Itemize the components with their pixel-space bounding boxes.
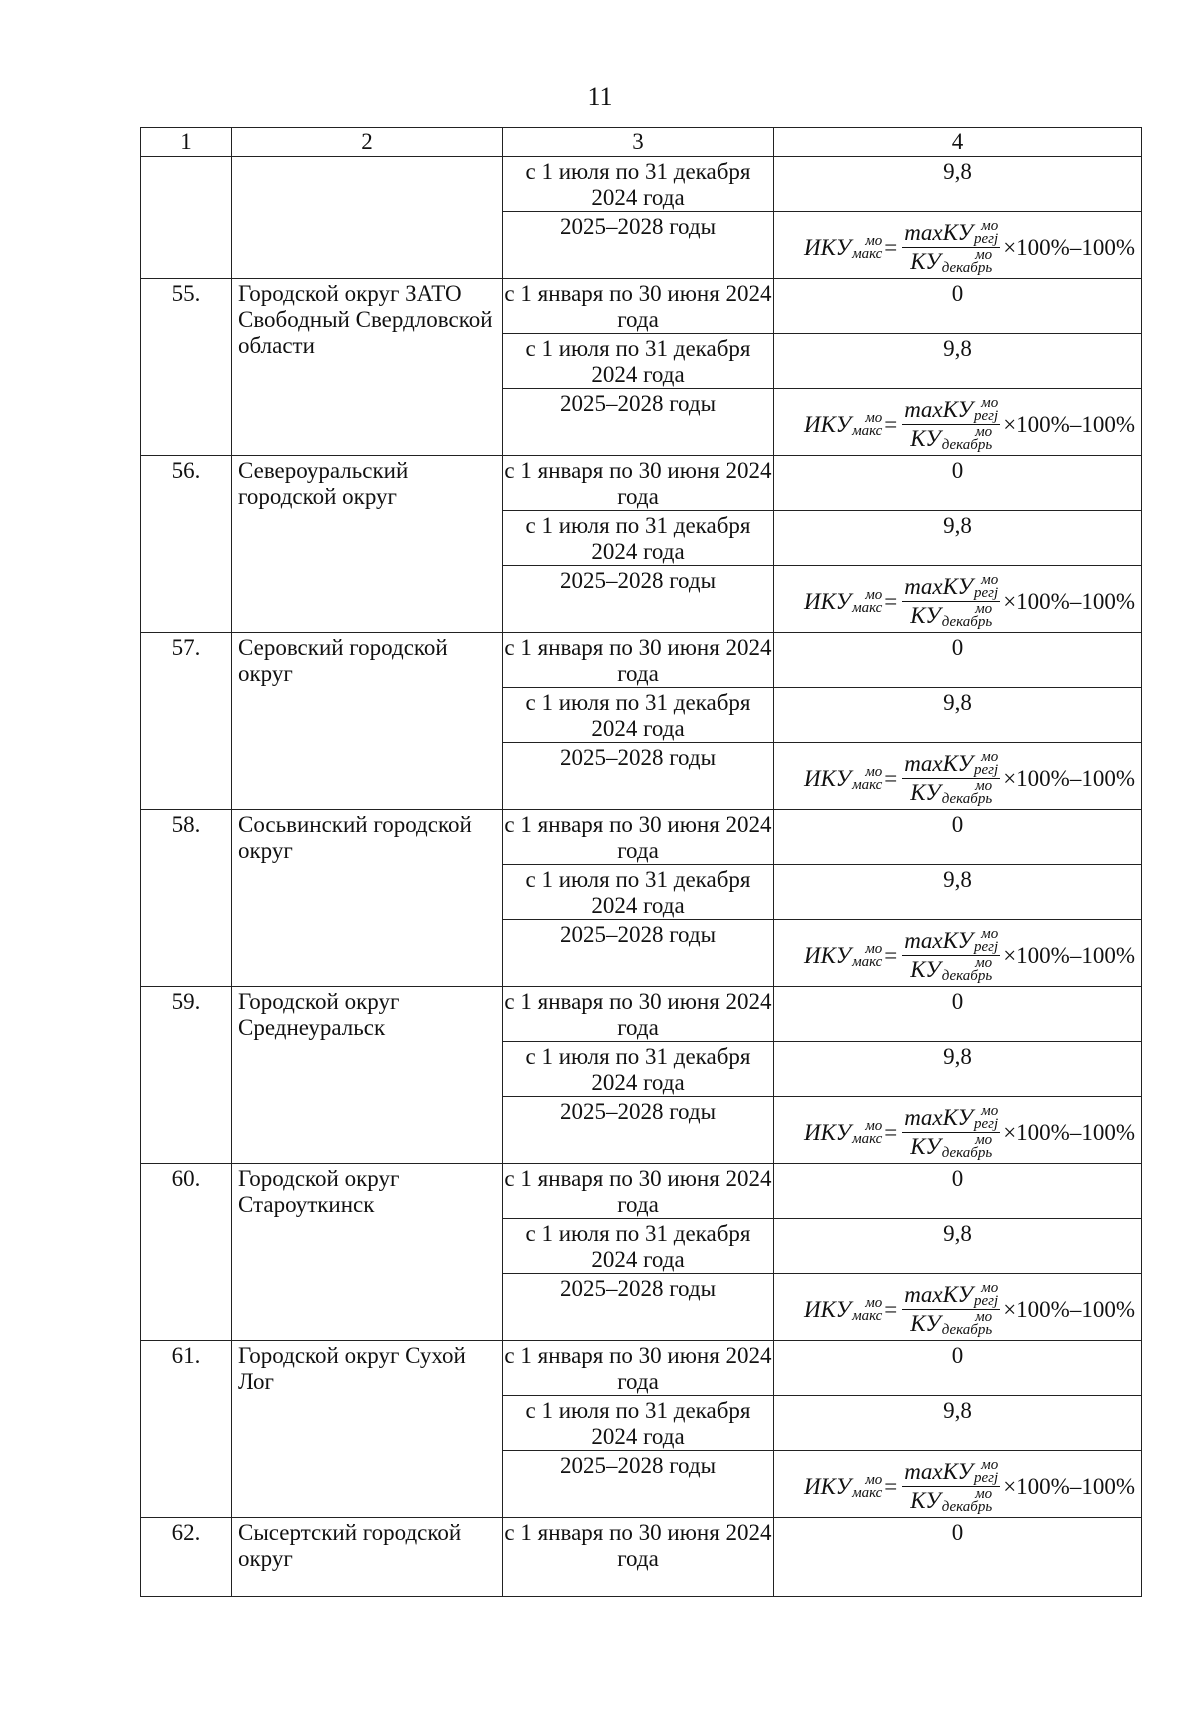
formula-den-sub: декабрь	[941, 260, 993, 276]
value-cell: 0	[774, 810, 1142, 865]
table-row	[141, 279, 1142, 334]
formula-lhs-sup: мо	[865, 763, 883, 780]
formula-denominator	[908, 1487, 994, 1515]
row-number: 57.	[141, 633, 232, 810]
formula-den-sub: декабрь	[941, 1145, 993, 1161]
formula-tail: ×100%–100%	[1003, 234, 1135, 260]
formula-lhs: ИКУ	[804, 1473, 852, 1499]
formula-denominator	[908, 1133, 994, 1161]
value-cell: 9,8	[774, 1219, 1142, 1274]
formula-fraction	[902, 396, 1000, 453]
formula-num-sub: регj	[974, 585, 999, 601]
formula-den-main: КУ	[910, 426, 941, 451]
formula-tail: ×100%–100%	[1003, 765, 1135, 791]
formula-den-main: КУ	[910, 780, 941, 805]
formula-numerator	[902, 1281, 1000, 1310]
formula-cell	[774, 743, 1142, 810]
formula-numerator	[902, 1104, 1000, 1133]
formula-num-main: maxКУ	[904, 397, 974, 422]
formula-denominator	[908, 1310, 994, 1338]
formula-num-indices	[974, 751, 998, 777]
formula-num-main: maxКУ	[904, 1105, 974, 1130]
formula-denominator	[908, 956, 994, 984]
formula-den-indices	[942, 1488, 992, 1514]
period-cell: с 1 июля по 31 декабря 2024 года	[503, 1396, 774, 1451]
row-number: 60.	[141, 1164, 232, 1341]
formula-eq: =	[884, 942, 898, 968]
value-cell: 9,8	[774, 1396, 1142, 1451]
formula-den-sup: мо	[975, 1132, 993, 1148]
formula-lhs-sub: макс	[852, 245, 883, 262]
formula-lhs-indices	[852, 232, 883, 262]
formula-num-sub: регj	[974, 231, 999, 247]
period-cell: 2025–2028 годы	[503, 1451, 774, 1518]
value-cell: 9,8	[774, 511, 1142, 566]
formula-den-sup: мо	[975, 1309, 993, 1325]
period-cell: 2025–2028 годы	[503, 389, 774, 456]
formula-den-sup: мо	[975, 778, 993, 794]
formula-num-indices	[974, 574, 998, 600]
value-cell: 9,8	[774, 157, 1142, 212]
municipality-name: Серовский городской округ	[232, 633, 503, 810]
value-cell: 0	[774, 633, 1142, 688]
formula-num-sub: регj	[974, 762, 999, 778]
municipality-name: Городской округ Среднеуральск	[232, 987, 503, 1164]
formula-num-indices	[974, 1282, 998, 1308]
formula-num-sup: мо	[981, 1457, 999, 1473]
formula-lhs-sub: макс	[852, 1307, 883, 1324]
formula-den-sub: декабрь	[941, 1499, 993, 1515]
period-cell: 2025–2028 годы	[503, 743, 774, 810]
formula-lhs-sub: макс	[852, 776, 883, 793]
formula-num-sup: мо	[981, 1280, 999, 1296]
formula-den-sub: декабрь	[941, 791, 993, 807]
formula-den-main: КУ	[910, 1134, 941, 1159]
formula-lhs-sup: мо	[865, 409, 883, 426]
formula-den-sub: декабрь	[941, 1322, 993, 1338]
formula-num-indices	[974, 220, 998, 246]
period-cell: с 1 января по 30 июня 2024 года	[503, 1518, 774, 1597]
formula-den-indices	[942, 249, 992, 275]
value-cell: 9,8	[774, 334, 1142, 389]
formula-num-sub: регj	[974, 1116, 999, 1132]
row-number: 55.	[141, 279, 232, 456]
formula-num-sub: регj	[974, 408, 999, 424]
formula-num-sup: мо	[981, 218, 999, 234]
period-cell: с 1 июля по 31 декабря 2024 года	[503, 688, 774, 743]
table-row	[141, 1518, 1142, 1597]
formula-den-main: КУ	[910, 1311, 941, 1336]
formula-numerator	[902, 1458, 1000, 1487]
formula-lhs: ИКУ	[804, 1119, 852, 1145]
formula-eq: =	[884, 588, 898, 614]
formula-num-sup: мо	[981, 749, 999, 765]
period-cell: с 1 июля по 31 декабря 2024 года	[503, 865, 774, 920]
formula-num-sup: мо	[981, 572, 999, 588]
municipality-name: Североуральский городской округ	[232, 456, 503, 633]
period-cell: 2025–2028 годы	[503, 1097, 774, 1164]
formula-den-indices	[942, 603, 992, 629]
formula-denominator	[908, 425, 994, 453]
formula-eq: =	[884, 765, 898, 791]
formula-eq: =	[884, 1473, 898, 1499]
column-header-4: 4	[774, 128, 1142, 157]
formula-lhs: ИКУ	[804, 765, 852, 791]
formula-lhs: ИКУ	[804, 588, 852, 614]
formula	[804, 219, 1135, 276]
formula-den-main: КУ	[910, 249, 941, 274]
formula	[804, 573, 1135, 630]
period-cell: с 1 января по 30 июня 2024 года	[503, 1164, 774, 1219]
municipality-name: Городской округ Сухой Лог	[232, 1341, 503, 1518]
formula-eq: =	[884, 1119, 898, 1145]
formula-lhs-sub: макс	[852, 422, 883, 439]
period-cell: с 1 июля по 31 декабря 2024 года	[503, 334, 774, 389]
period-cell: 2025–2028 годы	[503, 212, 774, 279]
table-row	[141, 987, 1142, 1042]
formula-den-indices	[942, 1311, 992, 1337]
period-cell: с 1 июля по 31 декабря 2024 года	[503, 511, 774, 566]
formula-den-main: КУ	[910, 603, 941, 628]
formula-num-indices	[974, 1105, 998, 1131]
value-cell: 9,8	[774, 865, 1142, 920]
formula-fraction	[902, 927, 1000, 984]
formula-num-main: maxКУ	[904, 220, 974, 245]
formula-cell	[774, 1451, 1142, 1518]
column-header-2: 2	[232, 128, 503, 157]
formula-lhs-indices	[852, 763, 883, 793]
formula-den-main: КУ	[910, 957, 941, 982]
formula-fraction	[902, 1458, 1000, 1515]
formula-num-sup: мо	[981, 926, 999, 942]
table-row	[141, 1341, 1142, 1396]
formula-lhs-indices	[852, 1471, 883, 1501]
formula-tail: ×100%–100%	[1003, 1296, 1135, 1322]
formula-lhs: ИКУ	[804, 234, 852, 260]
formula-cell	[774, 920, 1142, 987]
period-cell: с 1 января по 30 июня 2024 года	[503, 279, 774, 334]
formula-den-main: КУ	[910, 1488, 941, 1513]
formula-den-indices	[942, 1134, 992, 1160]
formula	[804, 750, 1135, 807]
value-cell: 0	[774, 1518, 1142, 1597]
formula-num-main: maxКУ	[904, 574, 974, 599]
row-number	[141, 157, 232, 279]
column-header-1: 1	[141, 128, 232, 157]
formula-num-main: maxКУ	[904, 928, 974, 953]
formula-eq: =	[884, 1296, 898, 1322]
period-cell: с 1 января по 30 июня 2024 года	[503, 633, 774, 688]
formula-lhs-sup: мо	[865, 1117, 883, 1134]
municipality-name	[232, 157, 503, 279]
formula-numerator	[902, 219, 1000, 248]
formula-num-sup: мо	[981, 1103, 999, 1119]
row-number: 56.	[141, 456, 232, 633]
formula-numerator	[902, 927, 1000, 956]
formula-tail: ×100%–100%	[1003, 1119, 1135, 1145]
municipality-name: Сысертский городской округ	[232, 1518, 503, 1597]
formula-fraction	[902, 219, 1000, 276]
row-number: 59.	[141, 987, 232, 1164]
period-cell: с 1 января по 30 июня 2024 года	[503, 987, 774, 1042]
formula-numerator	[902, 750, 1000, 779]
formula-den-indices	[942, 426, 992, 452]
formula-lhs-sup: мо	[865, 940, 883, 957]
formula-cell	[774, 1097, 1142, 1164]
formula-num-main: maxКУ	[904, 1459, 974, 1484]
formula-cell	[774, 389, 1142, 456]
formula-den-sub: декабрь	[941, 968, 993, 984]
formula-lhs-sup: мо	[865, 586, 883, 603]
formula-num-sub: регj	[974, 1470, 999, 1486]
formula-num-main: maxКУ	[904, 751, 974, 776]
formula-tail: ×100%–100%	[1003, 1473, 1135, 1499]
formula-cell	[774, 566, 1142, 633]
formula-denominator	[908, 779, 994, 807]
formula-numerator	[902, 396, 1000, 425]
value-cell: 0	[774, 1341, 1142, 1396]
formula-lhs-indices	[852, 586, 883, 616]
formula-den-indices	[942, 957, 992, 983]
formula-lhs: ИКУ	[804, 942, 852, 968]
formula-fraction	[902, 1281, 1000, 1338]
formula-num-indices	[974, 397, 998, 423]
period-cell: с 1 июля по 31 декабря 2024 года	[503, 1042, 774, 1097]
row-number: 58.	[141, 810, 232, 987]
formula-numerator	[902, 573, 1000, 602]
formula-den-sub: декабрь	[941, 614, 993, 630]
value-cell: 9,8	[774, 1042, 1142, 1097]
row-number: 61.	[141, 1341, 232, 1518]
period-cell: 2025–2028 годы	[503, 1274, 774, 1341]
formula	[804, 396, 1135, 453]
municipality-name: Городской округ ЗАТО Свободный Свердловской области	[232, 279, 503, 456]
formula-lhs-sup: мо	[865, 1294, 883, 1311]
formula-denominator	[908, 248, 994, 276]
value-cell: 0	[774, 987, 1142, 1042]
formula-den-sup: мо	[975, 247, 993, 263]
period-cell: с 1 июля по 31 декабря 2024 года	[503, 157, 774, 212]
period-cell: 2025–2028 годы	[503, 920, 774, 987]
formula-num-indices	[974, 928, 998, 954]
period-cell: с 1 января по 30 июня 2024 года	[503, 1341, 774, 1396]
formula-eq: =	[884, 234, 898, 260]
formula	[804, 1281, 1135, 1338]
period-cell: с 1 января по 30 июня 2024 года	[503, 810, 774, 865]
formula-eq: =	[884, 411, 898, 437]
formula-tail: ×100%–100%	[1003, 942, 1135, 968]
formula-den-sub: декабрь	[941, 437, 993, 453]
municipality-name: Городской округ Староуткинск	[232, 1164, 503, 1341]
formula-lhs-indices	[852, 940, 883, 970]
formula-fraction	[902, 750, 1000, 807]
table-row	[141, 1164, 1142, 1219]
table-row	[141, 633, 1142, 688]
formula-den-sup: мо	[975, 1486, 993, 1502]
table-row	[141, 810, 1142, 865]
period-cell: 2025–2028 годы	[503, 566, 774, 633]
formula	[804, 1458, 1135, 1515]
table-row	[141, 456, 1142, 511]
formula-cell	[774, 1274, 1142, 1341]
page-number: 11	[587, 82, 613, 111]
formula-lhs-indices	[852, 1117, 883, 1147]
formula-cell	[774, 212, 1142, 279]
value-cell: 0	[774, 456, 1142, 511]
formula-den-sup: мо	[975, 424, 993, 440]
formula-denominator	[908, 602, 994, 630]
formula-lhs-sup: мо	[865, 1471, 883, 1488]
formula-lhs-sub: макс	[852, 1130, 883, 1147]
formula-num-sup: мо	[981, 395, 999, 411]
formula-den-sup: мо	[975, 955, 993, 971]
formula-fraction	[902, 573, 1000, 630]
formula-num-indices	[974, 1459, 998, 1485]
row-number: 62.	[141, 1518, 232, 1597]
formula-num-main: maxКУ	[904, 1282, 974, 1307]
value-cell: 9,8	[774, 688, 1142, 743]
formula-lhs-sub: макс	[852, 1484, 883, 1501]
table-header-row	[141, 128, 1142, 157]
formula-tail: ×100%–100%	[1003, 411, 1135, 437]
formula	[804, 927, 1135, 984]
formula-tail: ×100%–100%	[1003, 588, 1135, 614]
formula-lhs: ИКУ	[804, 411, 852, 437]
period-cell: с 1 июля по 31 декабря 2024 года	[503, 1219, 774, 1274]
formula-num-sub: регj	[974, 1293, 999, 1309]
data-table	[140, 127, 1142, 1597]
formula-den-sup: мо	[975, 601, 993, 617]
value-cell: 0	[774, 279, 1142, 334]
formula-lhs-indices	[852, 409, 883, 439]
formula	[804, 1104, 1135, 1161]
column-header-3: 3	[503, 128, 774, 157]
value-cell: 0	[774, 1164, 1142, 1219]
formula-lhs-sup: мо	[865, 232, 883, 249]
period-cell: с 1 января по 30 июня 2024 года	[503, 456, 774, 511]
formula-lhs-sub: макс	[852, 599, 883, 616]
formula-fraction	[902, 1104, 1000, 1161]
formula-lhs-indices	[852, 1294, 883, 1324]
formula-lhs: ИКУ	[804, 1296, 852, 1322]
formula-den-indices	[942, 780, 992, 806]
table-row	[141, 157, 1142, 212]
municipality-name: Сосьвинский городской округ	[232, 810, 503, 987]
formula-num-sub: регj	[974, 939, 999, 955]
formula-lhs-sub: макс	[852, 953, 883, 970]
